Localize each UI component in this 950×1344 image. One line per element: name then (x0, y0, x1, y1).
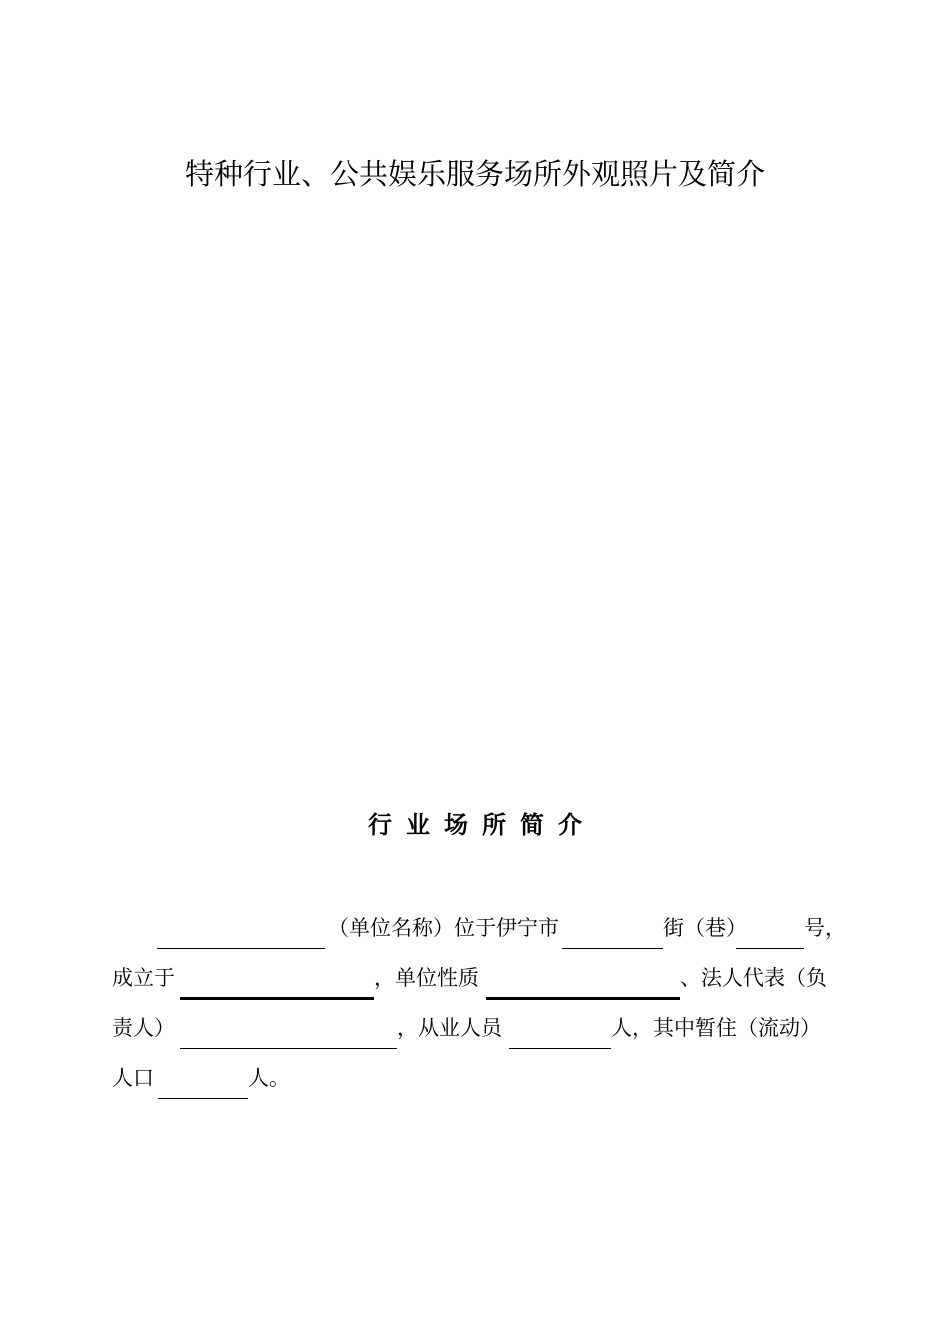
street-blank[interactable] (562, 948, 663, 949)
employees-blank[interactable] (509, 1048, 611, 1049)
intro-line-2 (112, 954, 852, 1004)
temporary-residents-blank[interactable] (158, 1098, 248, 1099)
intro-text: 成立于 (112, 966, 175, 990)
intro-line-4 (112, 1054, 852, 1104)
established-date-blank[interactable] (180, 997, 374, 1000)
intro-text: 人。 (248, 1066, 290, 1090)
intro-text: （单位名称）位于伊宁市 (328, 916, 559, 940)
legal-representative-blank[interactable] (180, 1048, 397, 1049)
page-title: 特种行业、公共娱乐服务场所外观照片及简介 (184, 157, 765, 191)
intro-text: 街（巷） (663, 916, 747, 940)
number-blank[interactable] (736, 948, 804, 949)
intro-text: 号， (804, 916, 846, 940)
intro-line-3 (112, 1004, 852, 1054)
intro-text: 人，其中暂住（流动） (611, 1016, 821, 1040)
section-title: 行业场所简介 (368, 811, 596, 839)
intro-text: 、法人代表（负 (680, 966, 827, 990)
intro-text: 责人） (112, 1016, 175, 1040)
intro-text: ，单位性质 (374, 966, 479, 990)
intro-line-1 (112, 904, 852, 954)
intro-text: ，从业人员 (397, 1016, 502, 1040)
photo-area (112, 230, 838, 770)
unit-nature-blank[interactable] (486, 997, 680, 1000)
unit-name-blank[interactable] (157, 948, 325, 949)
intro-text: 人口 (112, 1066, 154, 1090)
